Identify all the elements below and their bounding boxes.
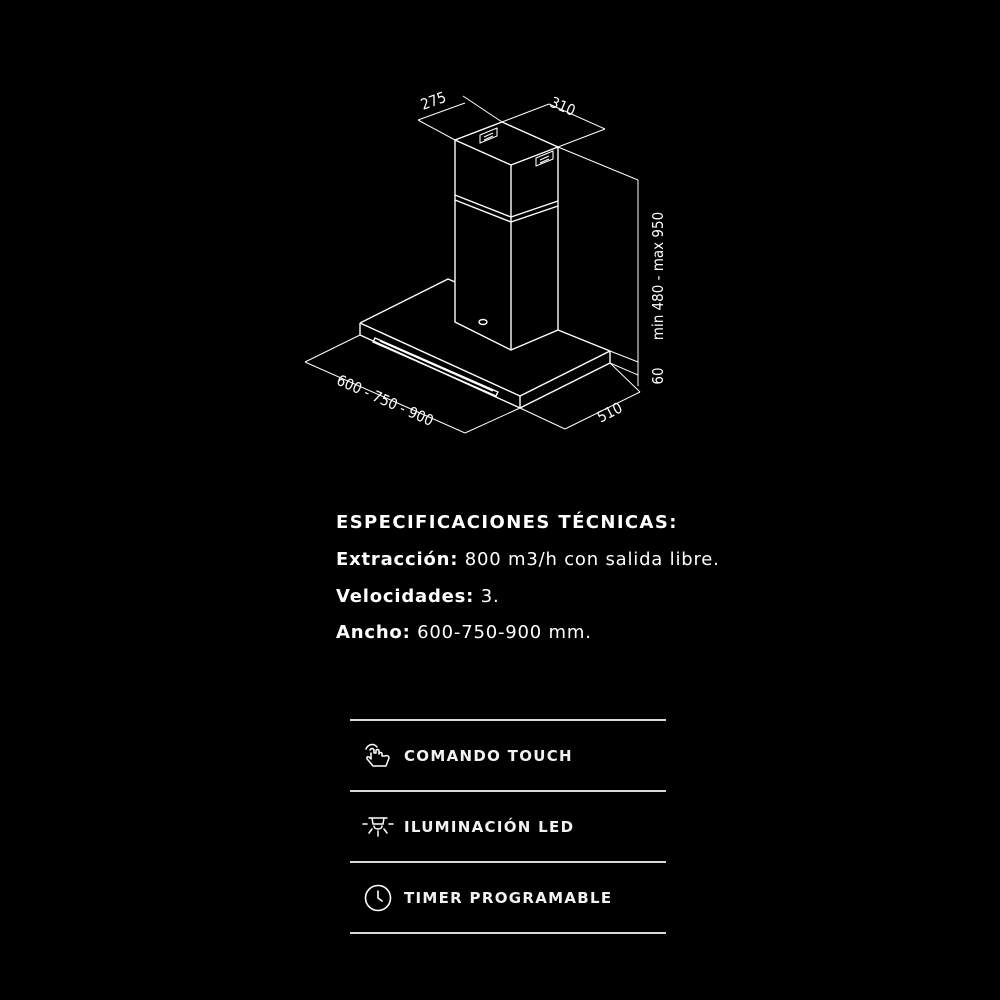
logo-badge: [479, 320, 487, 325]
feature-label: COMANDO TOUCH: [404, 746, 573, 765]
dim-label-depth-base: 510: [594, 398, 626, 427]
dim-label-width-range: 600 - 750 - 900: [333, 371, 437, 430]
specs-heading: ESPECIFICACIONES TÉCNICAS:: [336, 512, 678, 533]
spec-value: 600-750-900 mm.: [417, 622, 592, 643]
spec-width: [336, 622, 936, 644]
feature-touch-control: [350, 721, 666, 790]
spec-speeds: [336, 586, 936, 608]
spec-value: 3.: [480, 585, 500, 607]
technical-specs: [336, 512, 936, 659]
lamp-icon: [361, 810, 395, 844]
dim-label-width-top: 310: [547, 93, 579, 120]
spec-value: 800 m3/h con salida libre.: [464, 549, 720, 570]
clock-icon: [361, 881, 395, 915]
spec-label: Velocidades:: [336, 585, 475, 607]
spec-label: Ancho:: [336, 622, 411, 643]
dim-label-thickness: 60: [649, 367, 667, 385]
touch-hand-icon: [361, 739, 395, 773]
canopy-outline: [360, 279, 610, 408]
dim-label-height-range: min 480 - max 950: [649, 211, 667, 341]
chimney-outline: [455, 122, 558, 350]
feature-led-lighting: [350, 792, 666, 861]
range-hood-dimension-diagram: [0, 0, 1000, 460]
divider: [350, 932, 666, 934]
feature-label: TIMER PROGRAMABLE: [404, 888, 613, 907]
feature-timer: [350, 863, 666, 932]
feature-label: ILUMINACIÓN LED: [404, 817, 575, 836]
chimney-vents: [480, 128, 553, 166]
feature-list: [350, 719, 666, 934]
spec-label: Extracción:: [336, 549, 459, 570]
dim-label-depth-top: 275: [418, 88, 449, 114]
spec-extraction: [336, 549, 936, 571]
